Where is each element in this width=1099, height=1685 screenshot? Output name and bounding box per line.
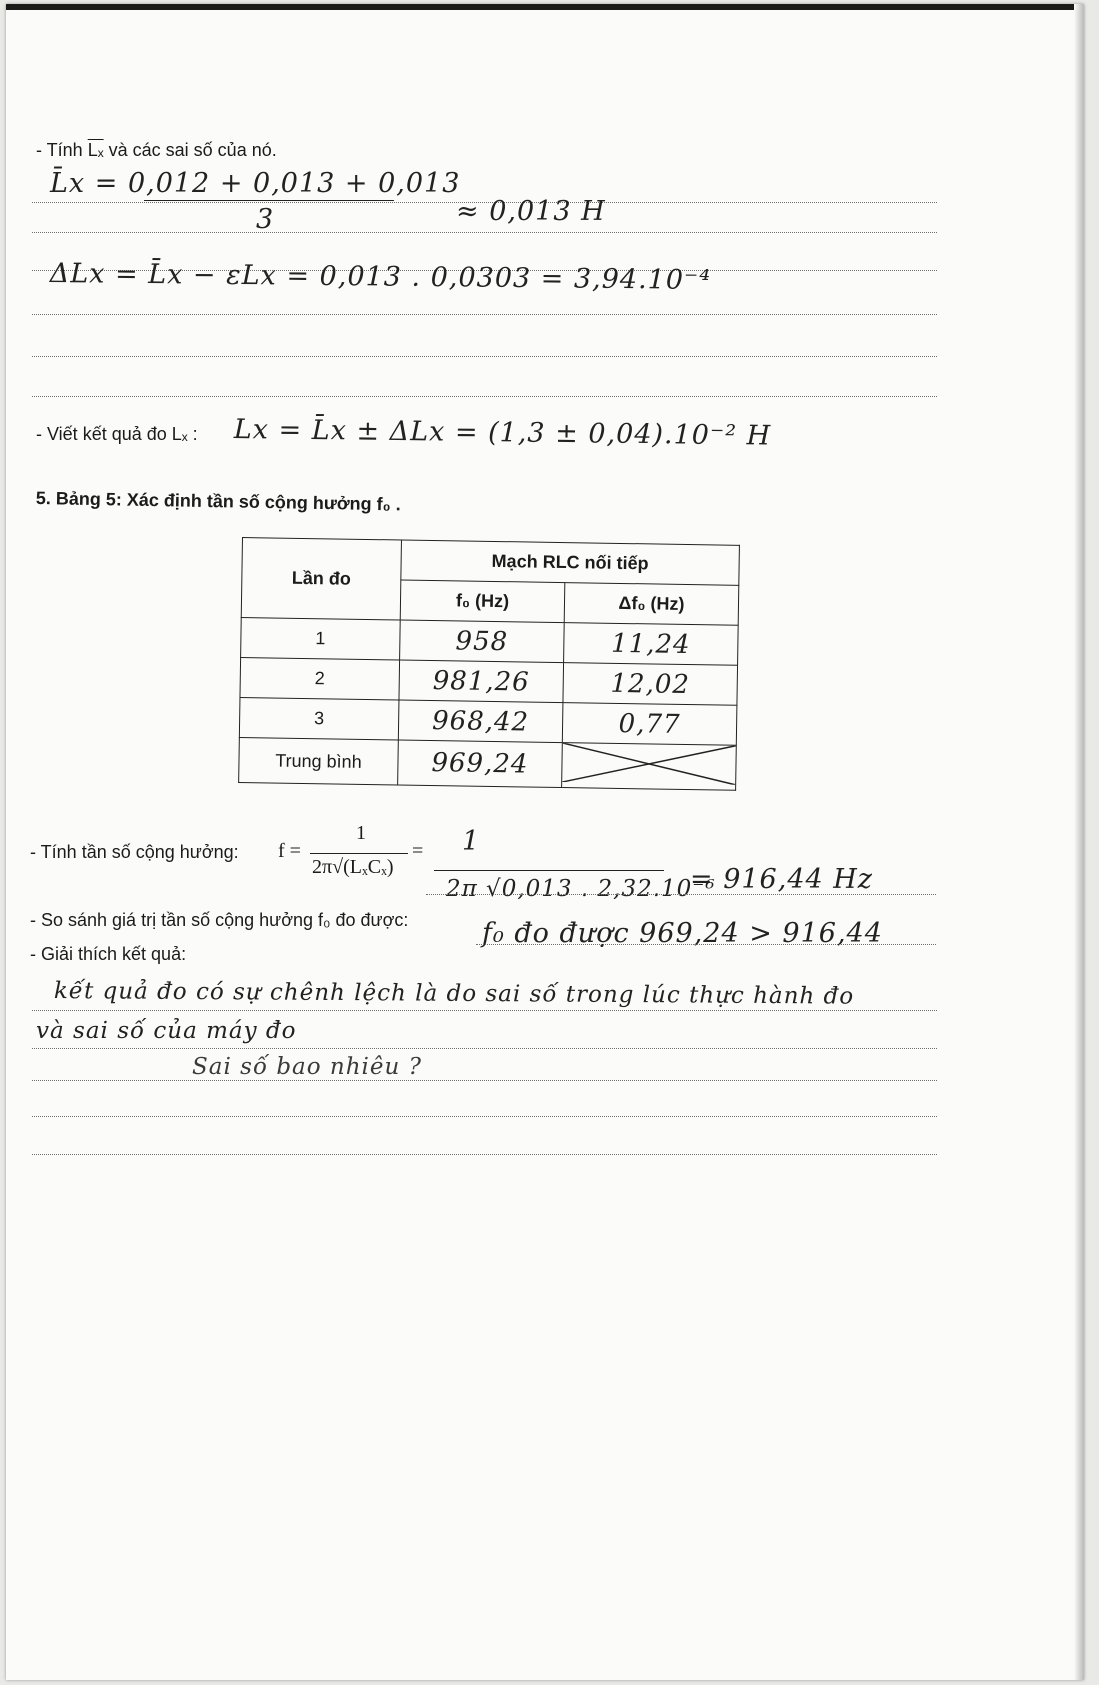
col-header-f0: f₀ (Hz) [400, 580, 565, 623]
formula-fraction-bar [310, 853, 408, 854]
hw-teacher-note: Sai số bao nhiêu ? [192, 1054, 422, 1080]
hw-explain-line-1: kết quả đo có sự chênh lệch là do sai số trong lúc thực hành đo [53, 978, 855, 1010]
hw-compare: f₀ đo được 969,24 > 916,44 [482, 918, 883, 949]
col-header-df0: Δf₀ (Hz) [564, 583, 739, 626]
table5-title: 5. Bảng 5: Xác định tần số cộng hưởng f₀ . [35, 488, 401, 515]
hw-lx-mean-denominator: 3 [256, 204, 275, 235]
lx-heading: - Tính $\overline{L_x}$ và các sai số của nó. [36, 140, 277, 160]
col-header-group: Mạch RLC nối tiếp [401, 540, 740, 585]
hw-explain-line-2: và sai số của máy đo [36, 1018, 297, 1044]
answer-line [32, 1010, 937, 1011]
answer-line [32, 396, 937, 397]
hw-lx-result: Lx = L̄x ± ΔLx = (1,3 ± 0,04).10⁻² H [233, 414, 772, 452]
cell-avg-label: Trung bình [239, 737, 399, 784]
cell-run: 1 [241, 617, 401, 659]
calc-label: - Tính tần số cộng hưởng: [30, 842, 239, 862]
col-header-run: Lần đo [241, 538, 401, 620]
table5 [238, 537, 740, 791]
cell-run: 2 [240, 657, 400, 699]
answer-line [32, 1154, 937, 1155]
answer-line [426, 894, 936, 895]
cross-out-icon [562, 743, 736, 785]
cell-df0: 12,02 [563, 663, 738, 706]
formula-denominator: 2π√(LₓCₓ) [312, 856, 394, 878]
cell-df0: 11,24 [564, 623, 739, 666]
answer-line [32, 356, 937, 357]
cell-f0: 981,26 [399, 660, 564, 703]
hw-lx-delta: ΔLx = L̄x − εLx = 0,013 . 0,0303 = 3,94.10⁻⁴ [49, 258, 712, 296]
hw-lx-mean-result: ≈ 0,013 H [456, 196, 606, 227]
cell-avg-f0: 969,24 [398, 740, 563, 788]
hw-lx-mean-numerator: L̄x = 0,012 + 0,013 + 0,013 [50, 168, 461, 199]
hw-frequency-result: = 916,44 Hz [690, 864, 874, 895]
explain-label: - Giải thích kết quả: [30, 944, 187, 964]
cell-f0: 968,42 [398, 700, 563, 743]
answer-line [476, 944, 936, 945]
formula-numerator: 1 [356, 822, 366, 844]
answer-line [32, 1116, 937, 1117]
answer-line [32, 314, 937, 315]
cell-df0: 0,77 [562, 703, 737, 746]
hw-formula-denominator: 2π √0,013 . 2,32.10⁻⁶ [446, 876, 716, 902]
formula-equals: = [412, 840, 424, 862]
compare-label: - So sánh giá trị tần số cộng hưởng f₀ đo được: [30, 910, 409, 930]
formula-lhs: f = [278, 840, 301, 862]
answer-line [32, 232, 937, 233]
hw-formula-numerator: 1 [462, 826, 481, 857]
lx-result-label: - Viết kết quả đo Lₓ : [36, 424, 198, 444]
cell-f0: 958 [400, 620, 565, 663]
answer-line [32, 1080, 937, 1081]
table-row [239, 737, 737, 790]
cell-avg-df0-crossed [562, 743, 737, 791]
worksheet-page [6, 4, 1084, 1680]
lx-mean-symbol: $\overline{L_x}$ [87, 140, 104, 160]
hw-fraction-bar [144, 200, 394, 201]
answer-line [32, 1048, 937, 1049]
hw-fraction-bar [434, 870, 664, 871]
cell-run: 3 [239, 697, 399, 739]
